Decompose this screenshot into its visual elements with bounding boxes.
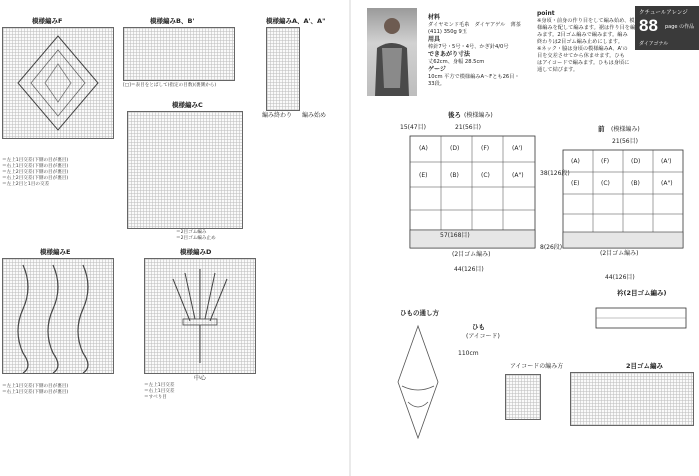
cord-diagram <box>388 322 448 442</box>
chart-c <box>127 111 243 229</box>
chart-d <box>144 258 256 374</box>
back-height-1: 38(126段) <box>540 170 570 177</box>
back-cell-a2: (A') <box>512 145 523 152</box>
back-cell-d: (D) <box>450 145 460 152</box>
back-bottom-width: 44(126目) <box>454 266 484 273</box>
front-rib-label: (2目ゴム編み) <box>600 250 639 257</box>
diamond-motif <box>3 28 113 138</box>
pattern-b-legend: [□]＝表目をとばして(指定の目数)(裏側から) <box>123 83 217 88</box>
front-cell-c: (C) <box>601 180 610 187</box>
chart-b <box>123 27 235 81</box>
back-cell-f: (F) <box>481 145 490 152</box>
point-heading: point <box>537 10 555 17</box>
front-bottom-width: 44(126目) <box>605 274 635 281</box>
back-side-width: 15(47目) <box>400 124 426 131</box>
point-line: はアイコードで編みます。ひもは身頃に <box>537 60 630 66</box>
back-cell-c: (C) <box>481 172 490 179</box>
materials-yarn: ダイヤモンド毛糸 ダイヤアゲル 薄茶 <box>428 22 521 28</box>
tools-text: 棒針7号・5号・4号、かぎ針4/0号 <box>428 44 509 50</box>
point-line: 通して結びます。 <box>537 67 579 73</box>
point-line: ※ネック・脇は身頃の模様編みA、A'の <box>537 46 628 52</box>
pattern-c-legend: ＝2目ゴム編み ＝2目ゴム編み止め <box>176 230 216 241</box>
cord-length: 110cm <box>458 350 479 357</box>
header-page-note: page の作品 <box>665 24 695 30</box>
materials-block <box>428 14 521 88</box>
back-title: 後ろ <box>448 111 461 119</box>
size-text: 丈62cm、身幅 28.5cm <box>428 59 485 65</box>
pattern-a-end: 編み終わり <box>262 112 293 119</box>
materials-heading: 材料 <box>428 14 441 21</box>
front-title: 前 <box>598 125 605 133</box>
pattern-f-title: 模様編みF <box>32 17 63 25</box>
back-cell-a: (A) <box>419 145 428 152</box>
waist-schematic <box>592 300 692 340</box>
rib-chart <box>570 372 694 426</box>
back-cell-a3: (A") <box>512 172 524 179</box>
leaf-motif <box>145 259 255 373</box>
pattern-c-title: 模様編みC <box>172 101 203 109</box>
cord-label: ひも <box>472 323 485 331</box>
gauge-heading: ゲージ <box>428 66 446 73</box>
pattern-e-legend: ＝左上1目交差(下側の目が裏目) ＝右上1目交差(下側の目が裏目) <box>2 384 69 395</box>
point-line: ※身頃・前身の作り目をして編み始め、模 <box>537 18 635 24</box>
back-top-width: 21(56目) <box>455 124 481 131</box>
model-photo <box>367 8 417 96</box>
point-block <box>537 10 635 74</box>
pattern-d-center: 中心 <box>194 375 207 382</box>
back-cell-e: (E) <box>419 172 428 179</box>
pattern-f-legend: ＝左上1目交差(下側の目が裏目) ＝右上1目交差(下側の目が裏目) ＝左上2目交差(下側の目が裏目) ＝右上2目交差(下側の目が裏目) ＝左上2目と1目の交差 <box>2 158 69 187</box>
gauge-text-2: 33段。 <box>428 81 445 87</box>
front-cell-f: (F) <box>601 158 610 165</box>
back-height-2: 8(26段) <box>540 244 563 251</box>
front-top-width: 21(56目) <box>612 138 638 145</box>
page-header-badge <box>635 6 699 50</box>
front-cell-d: (D) <box>631 158 641 165</box>
back-rib-label: (2目ゴム編み) <box>452 251 491 258</box>
front-cell-e: (E) <box>571 180 580 187</box>
chart-a <box>266 27 300 111</box>
materials-yarn-qty: (411) 350g 9玉 <box>428 29 467 35</box>
front-subtitle: (模様編み) <box>611 126 640 133</box>
front-cell-a3: (A") <box>661 180 673 187</box>
back-gusset-width: 57(168目) <box>440 232 470 239</box>
point-line: 目を交差させてから休ませます。ひも <box>537 53 625 59</box>
rib-title: 2目ゴム編み <box>626 362 664 370</box>
page-gutter <box>349 0 351 476</box>
pattern-d-legend: ＝左上1目交差 ＝右上1目交差 ＝すべり目 <box>144 383 175 400</box>
point-line: みます。2目ゴム編みで編みます。編み <box>537 32 628 38</box>
icord-chart <box>505 374 541 420</box>
front-cell-b: (B) <box>631 180 640 187</box>
front-cell-a2: (A') <box>661 158 672 165</box>
cord-title: ひもの通し方 <box>400 309 439 317</box>
pattern-a-title: 模様編みA、A'、A" <box>266 17 326 25</box>
back-cell-b: (B) <box>450 172 459 179</box>
point-line: 終わりは2目ゴム編み止めにします。 <box>537 39 623 45</box>
chart-f <box>2 27 114 139</box>
icord-title: アイコードの編み方 <box>510 363 564 370</box>
header-series: ダイアゴナル <box>639 41 669 47</box>
pattern-a-start: 編み始め <box>302 112 327 119</box>
header-number: 88 <box>639 16 658 35</box>
point-line: 様編みを配して編みます。裾は作り目を編 <box>537 25 636 31</box>
chart-e <box>2 258 114 374</box>
tools-heading: 用具 <box>428 36 441 43</box>
header-title: クチュールアレンジ <box>639 10 688 16</box>
pattern-e-title: 模様編みE <box>40 248 71 256</box>
pattern-b-title: 模様編みB、B' <box>150 17 195 25</box>
front-cell-a: (A) <box>571 158 580 165</box>
cord-subtitle: (アイコード) <box>466 333 500 340</box>
cable-motif <box>3 259 113 373</box>
waist-title: 衿(2目ゴム編み) <box>617 289 667 297</box>
gauge-text-1: 10cm 平方で模様編みA〜Fとも26目・ <box>428 74 520 80</box>
size-heading: できあがり寸法 <box>428 51 471 58</box>
back-subtitle: (模様編み) <box>464 112 493 119</box>
pattern-d-title: 模様編みD <box>180 248 212 256</box>
